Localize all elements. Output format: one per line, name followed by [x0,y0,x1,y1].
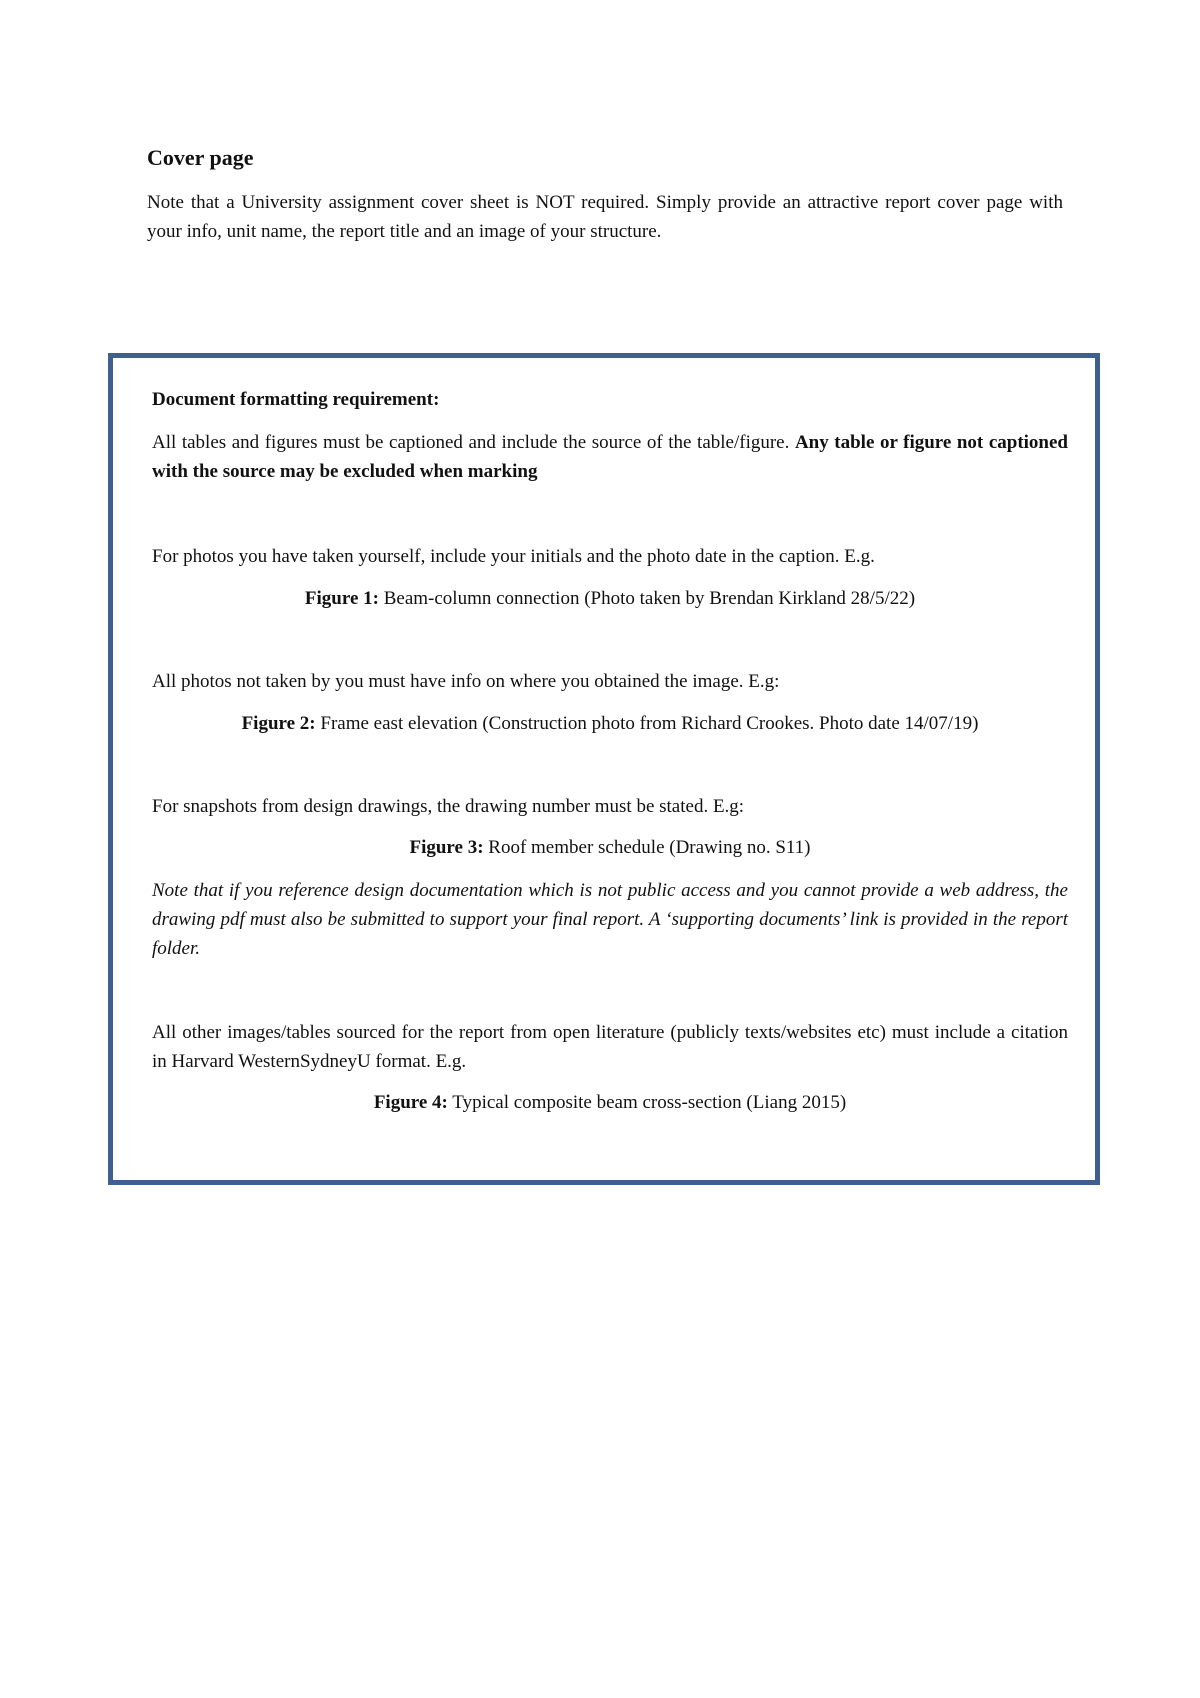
cover-page-note: Note that a University assignment cover sheet is NOT required. Simply provide an attractive report cover page with your info, unit name, the report title and an image of your structure. [147,192,1063,242]
figure-2-text: Frame east elevation (Construction photo from Richard Crookes. Photo date 14/07/19) [315,713,979,734]
formatting-requirements-box [108,353,1100,1185]
tables-figures-text: All tables and figures must be captioned and include the source of the table/figure. [152,432,795,453]
figure-1-caption [152,584,1068,613]
figure-3-text: Roof member schedule (Drawing no. S11) [483,837,811,858]
formatting-requirement-title: Document formatting requirement: [152,389,440,410]
other-photos-paragraph: All photos not taken by you must have info on where you obtained the image. E.g: [152,671,780,692]
figure-1-text: Beam-column connection (Photo taken by Brendan Kirkland 28/5/22) [378,588,916,609]
figure-3-caption [152,833,1068,862]
figure-3-label: Figure 3: [409,837,484,858]
design-documentation-note: Note that if you reference design documentation which is not public access and you cannot provide a web address, the drawing pdf must also be submitted to support your final report. A ‘supporting documents’ link is provided in the report folder. [152,880,1068,959]
own-photos-paragraph: For photos you have taken yourself, include your initials and the photo date in the caption. E.g. [152,546,875,567]
figure-2-label: Figure 2: [241,713,316,734]
tables-figures-paragraph [152,428,1068,486]
open-literature-paragraph: All other images/tables sourced for the report from open literature (publicly texts/websites etc) must include a citation in Harvard WesternSydneyU format. E.g. [152,1022,1068,1072]
snapshots-paragraph: For snapshots from design drawings, the drawing number must be stated. E.g: [152,796,745,817]
figure-1-label: Figure 1: [304,588,379,609]
cover-page-heading: Cover page [147,145,254,170]
figure-4-text: Typical composite beam cross-section (Liang 2015) [447,1092,847,1113]
tables-figures-warning: Any table or figure not captioned with the source may be excluded when marking [152,432,1069,482]
figure-4-caption [152,1088,1068,1117]
figure-4-label: Figure 4: [373,1092,448,1113]
figure-2-caption [152,709,1068,738]
